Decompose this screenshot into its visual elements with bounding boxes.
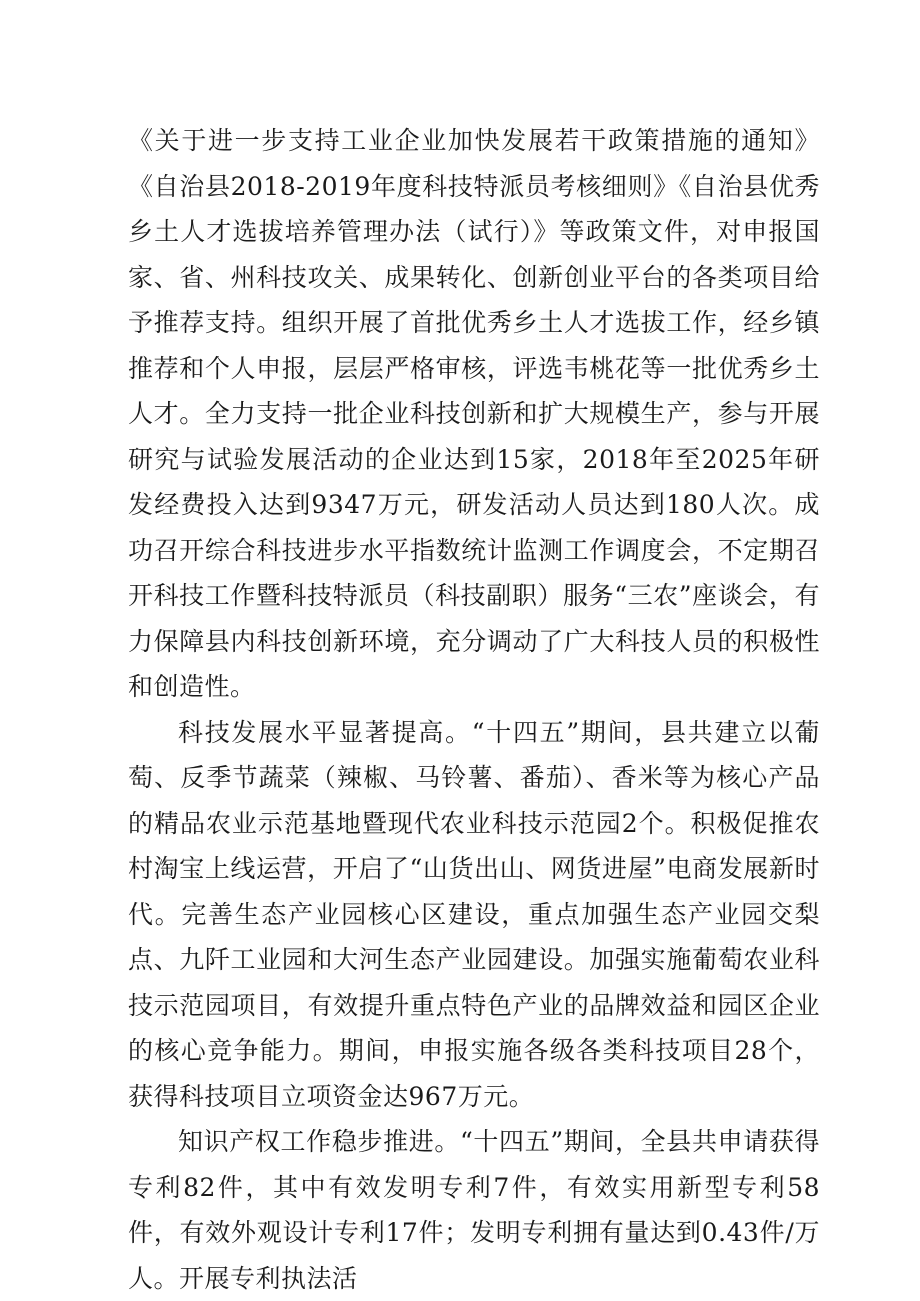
document-body: [128, 118, 820, 1301]
paragraph-policy-support: 《关于进一步支持工业企业加快发展若干政策措施的通知》《自治县2018-2019年度科技特派员考核细则》《自治县优秀乡土人才选拔培养管理办法（试行）》等政策文件，对申报国家、省、州科技攻关、成果转化、创新创业平台的各类项目给予推荐支持。组织开展了首批优秀乡土人才选拔工作，经乡镇推荐和个人申报，层层严格审核，评选韦桃花等一批优秀乡土人才。全力支持一批企业科技创新和扩大规模生产，参与开展研究与试验发展活动的企业达到15家，2018年至2025年研发经费投入达到9347万元，研发活动人员达到180人次。成功召开综合科技进步水平指数统计监测工作调度会，不定期召开科技工作暨科技特派员（科技副职）服务“三农”座谈会，有力保障县内科技创新环境，充分调动了广大科技人员的积极性和创造性。: [128, 126, 820, 701]
paragraph-tech-development: 科技发展水平显著提高。“十四五”期间，县共建立以葡萄、反季节蔬菜（辣椒、马铃薯、番茄）、香米等为核心产品的精品农业示范基地暨现代农业科技示范园2个。积极促推农村淘宝上线运营，开启了“山货出山、网货进屋”电商发展新时代。完善生态产业园核心区建设，重点加强生态产业园交梨点、九阡工业园和大河生态产业园建设。加强实施葡萄农业科技示范园项目，有效提升重点特色产业的品牌效益和园区企业的核心竞争能力。期间，申报实施各级各类科技项目28个，获得科技项目立项资金达967万元。: [128, 717, 820, 1111]
paragraph-intellectual-property: 知识产权工作稳步推进。“十四五”期间，全县共申请获得专利82件，其中有效发明专利7件，有效实用新型专利58件，有效外观设计专利17件；发明专利拥有量达到0.43件/万人。开展专利执法活: [128, 1127, 820, 1293]
